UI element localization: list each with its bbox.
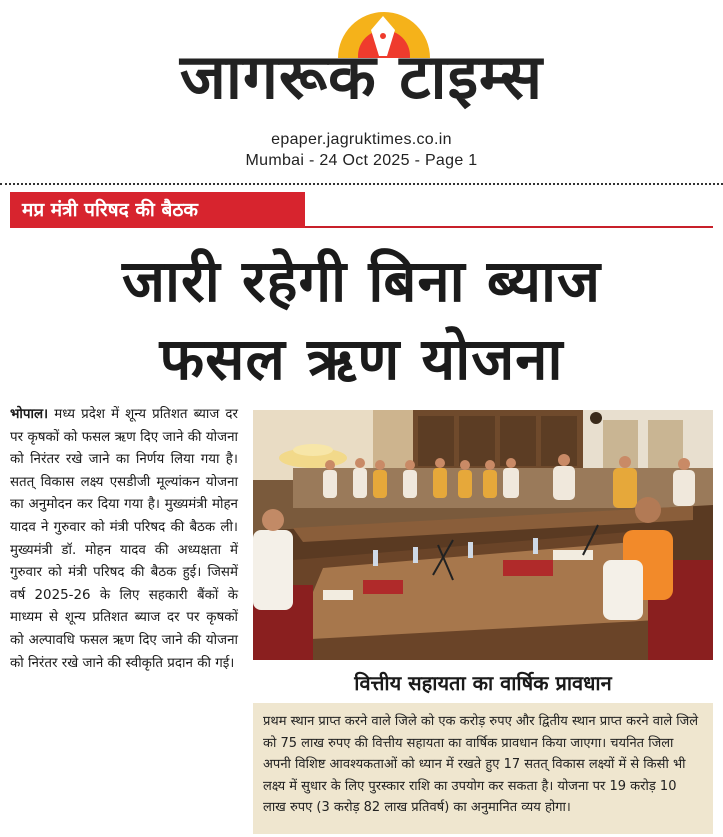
info-box xyxy=(253,703,713,834)
info-box-text: प्रथम स्थान प्राप्त करने वाले जिले को एक करोड़ रुपए और द्वितीय स्थान प्राप्त करने वाले जिले को 75 लाख रुपए की वित्तीय सहायता का वार्षिक प्रावधान किया जाएगा। चयनित जिला अपनी विशिष्ट आवश्यकताओं को ध्यान में रखते हुए 17 सतत् विकास लक्ष्यों में से किसी भी लक्ष्य में सुधार के लिए पुरस्कार राशि का उपयोग कर सकता है। योजना पर 19 करोड़ 10 लाख रुपए (3 करोड़ 82 लाख प्रतिवर्ष) का अनुमानित व्यय होगा। xyxy=(263,714,699,816)
headline-line-1: जारी रहेगी बिना ब्याज xyxy=(121,247,602,315)
sub-heading: वित्तीय सहायता का वार्षिक प्रावधान xyxy=(354,671,612,695)
headline xyxy=(0,242,723,398)
epaper-url: epaper.jagruktimes.co.in xyxy=(271,131,452,148)
article-body xyxy=(10,404,238,675)
edition-line: Mumbai - 24 Oct 2025 - Page 1 xyxy=(245,152,478,169)
logo-wordmark: जागरूक टाइम्स xyxy=(179,40,544,113)
body-text: मध्य प्रदेश में शून्य प्रतिशत ब्याज दर पर कृषकों को फसल ऋण दिए जाने की योजना को निरंतर रखे जाने का निर्णय लिया गया है। सतत् विकास लक्ष्य एसडीजी मूल्यांकन योजना का अनुमोदन कर दिया गया है। मुख्यमंत्री मोहन यादव ने गुरुवार को मंत्री परिषद की बैठक ली। मुख्यमंत्री डॉ. मोहन यादव की अध्यक्षता में गुरुवार को मंत्री परिषद की बैठक हुई। जिसमें वर्ष 2025-26 के लिए सहकारी बैंकों के माध्यम से शून्य प्रतिशत ब्याज दर पर कृषकों को अल्पावधि फसल ऋण दिए जाने की योजना को निरंतर रखे जाने की स्वीकृति प्रदान की गई। xyxy=(10,407,238,671)
masthead-logo xyxy=(0,0,723,125)
dotted-divider xyxy=(0,183,723,185)
cabinet-meeting-photo xyxy=(253,410,713,660)
meeting-room-illustration xyxy=(253,410,713,660)
category-label: मप्र मंत्री परिषद की बैठक xyxy=(10,192,305,228)
headline-line-2: फसल ऋण योजना xyxy=(159,325,564,393)
dateline: भोपाल। xyxy=(10,407,49,422)
